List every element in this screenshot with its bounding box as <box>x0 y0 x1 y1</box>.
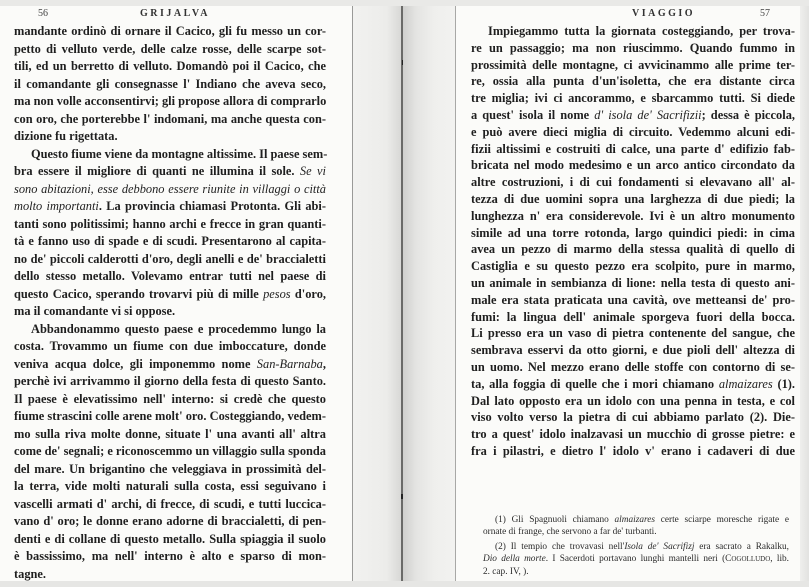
text-line <box>14 373 326 391</box>
line-text: mandante ordinò di ornare il Cacico, gli fu messo un cor- <box>14 24 326 38</box>
text-line <box>471 124 795 141</box>
line-text: (1). <box>772 376 795 391</box>
text-line <box>471 73 795 90</box>
italic-text: Dio della morte <box>483 554 546 565</box>
text-line <box>14 58 326 76</box>
text-line <box>14 93 326 111</box>
line-text: re un passaggio; ma non riuscimmo. Quando fummo in <box>471 40 795 55</box>
italic-text: San-Barnaba <box>250 356 323 371</box>
line-text: ornate di frange, che servono a far de' turbanti. <box>483 527 657 538</box>
italic-text: almaizares <box>608 515 655 525</box>
line-text: tili, ed un berretto di velluto. Domandò poi il Cacico, che <box>14 59 326 73</box>
text-line <box>471 191 795 208</box>
line-text: tà e fanno uso di spade e di scudi. Presentarono al capita- <box>14 234 326 248</box>
text-line <box>14 251 326 269</box>
text-line <box>471 208 795 225</box>
left-page-number: 56 <box>38 8 48 19</box>
text-line <box>14 531 326 549</box>
line-text: vascelli armati d' archi, di frecce, di scudi, e tutti luccica- <box>14 496 326 511</box>
line-text: ma il comandante vi si oppose. <box>14 304 176 318</box>
footnote-line <box>483 553 789 565</box>
text-line <box>14 163 326 181</box>
line-text: veniva acqua dolce, gli imponemmo nome <box>14 356 251 371</box>
line-text: Dal lato opposto era un idolo con una penna in testa, e col <box>471 393 795 408</box>
line-text: lunghezza n' era considerevole. Ivi è un altro monumento <box>471 208 795 223</box>
text-line <box>14 303 326 321</box>
text-line <box>471 309 795 326</box>
line-text: petto di velluto verde, delle calze rosse, delle scarpe sot- <box>14 41 326 56</box>
line-text: avea un pezzo di marmo della stessa qualità di quello di <box>471 242 795 257</box>
line-text: dello stesso metallo. Volevamo entrar tutti nel paese di <box>14 269 326 283</box>
line-text: è bassissimo, ma nell' interno è alto e sparso di mon- <box>14 549 326 563</box>
text-line <box>14 321 326 339</box>
footnotes <box>483 514 789 578</box>
italic-text: Isola de' Sacrifizj <box>624 541 695 552</box>
text-line <box>471 157 795 174</box>
text-line <box>14 461 326 479</box>
text-line <box>471 141 795 158</box>
right-page-number: 57 <box>760 8 770 19</box>
text-line <box>471 359 795 376</box>
text-line <box>471 57 795 74</box>
text-line <box>14 478 326 496</box>
left-running-head: GRIJALVA <box>140 8 211 19</box>
footnote-line <box>483 526 789 538</box>
gutter-shadow-right <box>403 6 456 581</box>
text-line <box>14 216 326 234</box>
smallcaps-text: Cogolludo <box>725 554 771 565</box>
text-line <box>471 342 795 359</box>
line-text: Questo fiume viene da montagne altissime. Il paese sem- <box>31 146 328 161</box>
text-line <box>14 41 326 59</box>
line-text: costa. Trovammo un fiume con due imboccature, donde <box>14 339 326 353</box>
text-line <box>471 275 795 292</box>
text-line <box>471 443 795 460</box>
text-line <box>471 225 795 242</box>
text-line <box>471 241 795 258</box>
footnote-line <box>483 514 789 526</box>
line-text: tanti sono politissimi; hanno archi e frecce in gran quanti- <box>14 216 326 231</box>
line-text: Castiglia e su questo pezzo era scolpito, pure in marmo, <box>471 259 795 274</box>
line-text: sembrava esservi da otto giorni, e due pioli dell' altezza di <box>471 343 795 358</box>
line-text: re, ossia alla punta d'un'isoletta, che era distante circa <box>471 74 795 89</box>
text-line <box>14 408 326 426</box>
line-text: male era stata praticata una cavità, ove metteansi de' pro- <box>471 292 795 307</box>
line-text: la terra, vide molti naturali sulla costa, essi seguivano i <box>14 479 326 493</box>
text-line <box>471 393 795 410</box>
line-text: perchè ivi arrivammo il giorno della festa di questo Santo. <box>14 374 326 388</box>
text-line <box>14 513 326 531</box>
line-text: tre miglia; ivi ci ancorammo, e sbarcammo tutti. Si diede <box>471 91 795 106</box>
footnote-line <box>483 566 789 578</box>
line-text: il comandante gli consegnasse l' Indiano che aveva seco, <box>14 76 326 91</box>
line-text: certe sciarpe moresche rigate e <box>655 515 789 525</box>
text-line <box>14 391 326 409</box>
line-text: a quest' isola il nome <box>471 107 590 122</box>
right-body-text <box>471 23 795 460</box>
text-line <box>14 548 326 566</box>
right-page-edge <box>800 6 809 581</box>
italic-text: sono abitazioni, esse debbono essere riunite in villaggi o città <box>14 181 326 196</box>
line-text: un uomo. Nel mezzo erano delle stoffe con contorno di se- <box>471 359 795 374</box>
line-text: questo Cacico, sperando trovarvi più di mille <box>14 286 259 301</box>
text-line <box>14 426 326 444</box>
text-line <box>14 198 326 216</box>
line-text: (1) Gli Spagnuoli chiamano <box>495 515 609 525</box>
line-text: ; dessa è piccola, <box>701 107 795 122</box>
line-text: dizione fu rigettata. <box>14 129 118 143</box>
text-line <box>471 90 795 107</box>
text-line <box>14 268 326 286</box>
text-line <box>471 174 795 191</box>
italic-text: almaizares <box>714 376 773 391</box>
text-line <box>14 233 326 251</box>
text-line <box>471 40 795 57</box>
text-line <box>14 286 326 304</box>
text-line <box>471 258 795 275</box>
line-text: Abbandonammo questo paese e procedemmo lungo la <box>31 321 326 336</box>
left-body-text <box>14 23 326 583</box>
line-text: , lib. <box>770 554 790 565</box>
line-text: del mare. Un brigantino che veleggiava in prossimità del- <box>14 461 326 476</box>
text-line <box>471 325 795 342</box>
line-text: Impiegammo tutta la giornata costeggiando, per trova- <box>488 24 795 38</box>
footnote-line <box>483 541 789 553</box>
line-text: denti e di collane di questo metallo. Sulla spiaggia il suolo <box>14 531 326 546</box>
line-text: come de' segnali; e riconoscemmo un villaggio sulla sponda <box>14 444 326 458</box>
line-text: ta, alla foggia di quelle che i mori chiamano <box>471 376 715 391</box>
line-text: . I Sacerdoti portavano lunghi mantelli neri ( <box>545 554 726 565</box>
line-text: fiume strascini colle arene molt' oro. Costeggiando, vedem- <box>14 409 326 423</box>
text-line <box>14 338 326 356</box>
text-line <box>471 426 795 443</box>
right-page <box>456 6 800 581</box>
line-text: e può avere dieci miglia di circuito. Vedemmo alcuni edi- <box>471 124 795 139</box>
line-text: un animale in sembianza di lione: nella testa di questo ani- <box>471 275 795 290</box>
text-line <box>471 409 795 426</box>
left-page <box>0 6 353 581</box>
line-text: vano d' oro; le donne erano adorne di braccialetti, di pen- <box>14 514 326 528</box>
text-line <box>471 23 795 40</box>
line-text: (2) Il tempio che trovavasi nell' <box>495 541 625 552</box>
line-text: Il paese è elevatissimo nell' interno: si credè che questo <box>14 391 326 406</box>
line-text: ma non volle acconsentirvi; gli propose allora di comprarlo <box>14 94 327 108</box>
line-text: bra essere il migliore di quanti ne illumina il sole. <box>14 164 295 178</box>
line-text: , <box>322 356 326 371</box>
line-text: simile ad una torre rotonda, largo quindici piedi: in cima <box>471 225 795 240</box>
text-line <box>14 443 326 461</box>
gutter-shadow-left <box>353 6 401 581</box>
line-text: fizii altissimi e costruiti di calce, una parte d' edifizio fab- <box>471 141 795 156</box>
text-line <box>14 356 326 374</box>
text-line <box>14 496 326 514</box>
line-text: fumi: la lingua dell' animale sporgeva fuori della bocca. <box>471 309 795 324</box>
right-running-head: VIAGGIO <box>632 8 696 19</box>
line-text: no de' piccoli calderotti d'oro, degli anelli e de' braccialetti <box>14 251 326 266</box>
text-line <box>14 111 326 129</box>
line-text: . La provincia chiamasi Protonta. Gli abi- <box>98 199 326 213</box>
italic-text: d' isola de' Sacrifizii <box>589 107 702 122</box>
line-text: viso volto verso la pietra di cui abbiamo parlato (2). Die- <box>471 410 795 425</box>
text-line <box>471 376 795 393</box>
text-line <box>471 292 795 309</box>
line-text: Li presso era un vaso di pietra contenente del sangue, che <box>471 326 795 341</box>
italic-text: pesos <box>258 286 291 301</box>
text-line <box>14 23 326 41</box>
line-text: era sacrato a Rakalku, <box>694 541 790 552</box>
line-text: altre costruzioni, i di cui fondamenti si elevavano all' al- <box>471 175 795 190</box>
italic-text: Se vi <box>294 164 326 178</box>
text-line <box>14 181 326 199</box>
line-text: fra i pilastri, e dietro l' idolo v' erano i cadaveri di due <box>471 443 795 458</box>
line-text: con oro, che porterebbe l' indomani, ma anche questa con- <box>14 111 326 126</box>
line-text: bricata nel modo medesimo e un arco antico circondato da <box>471 158 795 173</box>
text-line <box>471 107 795 124</box>
line-text: prossimità delle montagne, ci avvicinammo alle prime ter- <box>471 57 795 72</box>
bottom-margin-strip <box>0 581 809 587</box>
line-text: 2. cap. IV, ). <box>483 566 529 577</box>
text-line <box>14 76 326 94</box>
line-text: tagne. <box>14 566 47 581</box>
line-text: tezza di due uomini sopra una larghezza di due piedi; la <box>471 191 795 206</box>
text-line <box>14 146 326 164</box>
text-line <box>14 128 326 146</box>
line-text: d'oro, <box>290 286 326 301</box>
italic-text: molto importanti <box>14 199 99 213</box>
line-text: mo sulla riva molte donne, situate l' una avanti all' altra <box>14 426 326 441</box>
line-text: tro a quest' idolo inalzavasi un mucchio di grosse pietre: e <box>471 427 795 442</box>
